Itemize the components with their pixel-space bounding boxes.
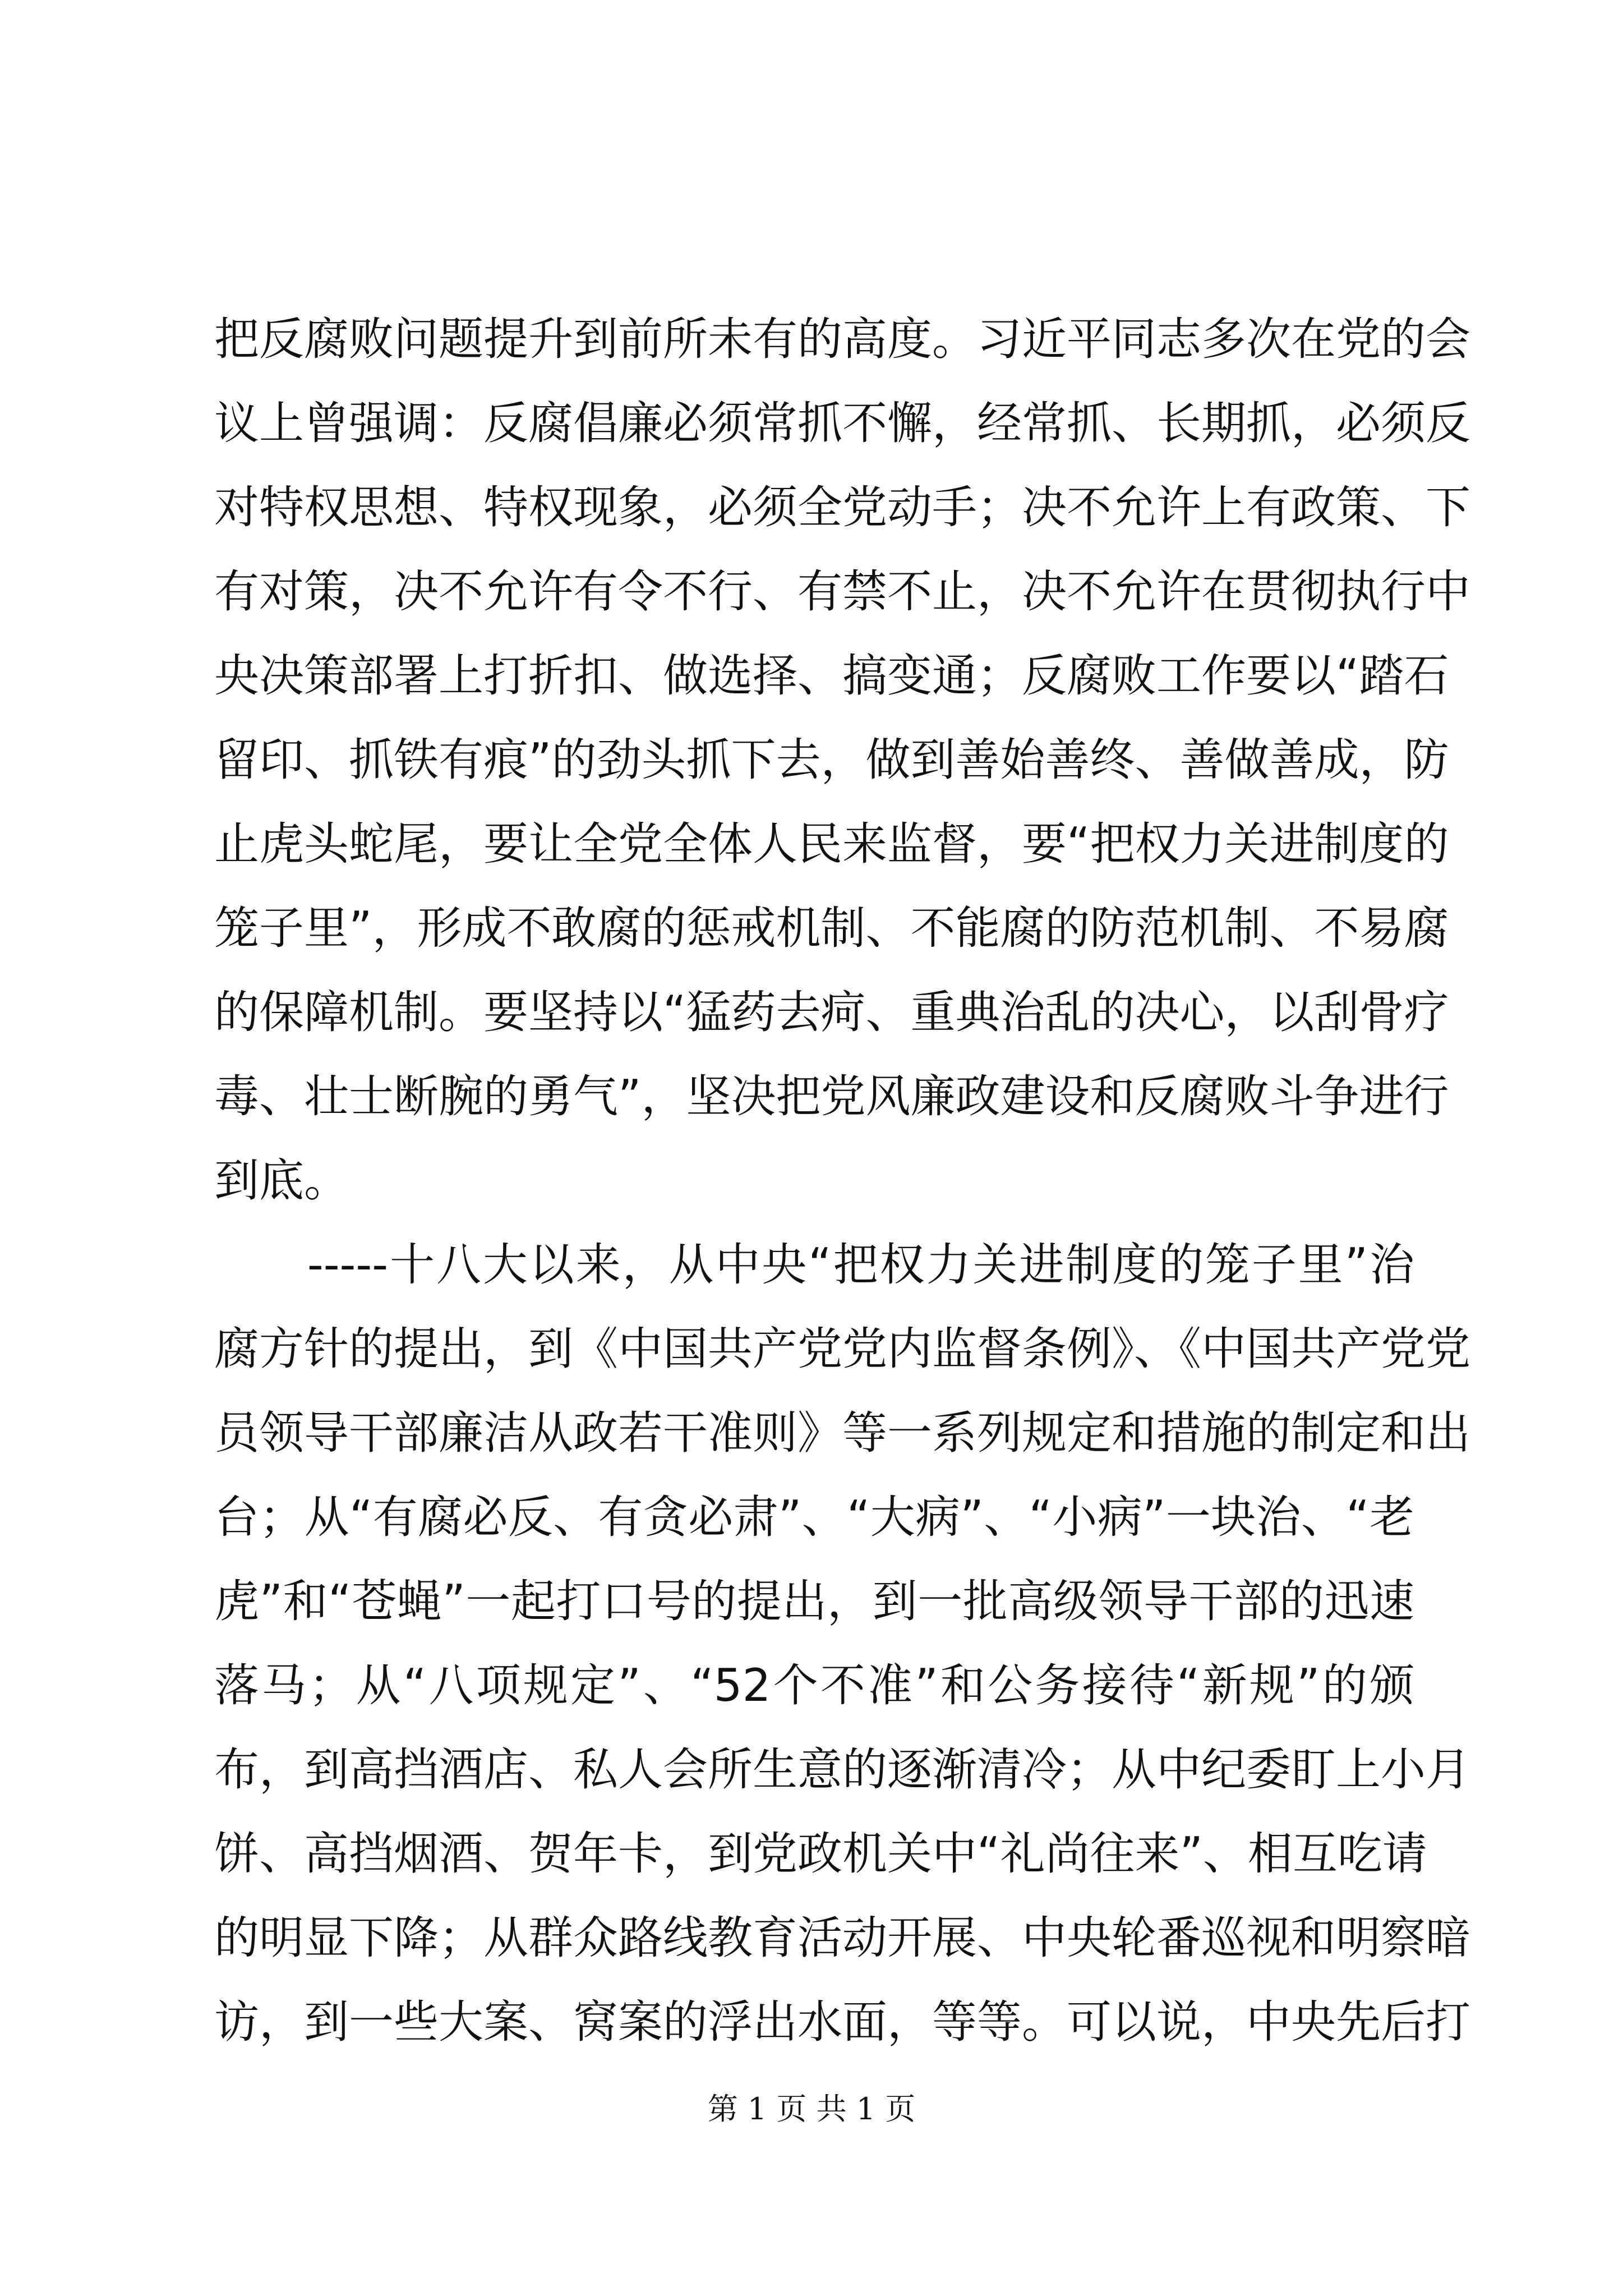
text-line: 议上曾强调：反腐倡廉必须常抓不懈，经常抓、长期抓，必须反 — [214, 397, 1470, 449]
text-line: 对特权思想、特权现象，必须全党动手；决不允许上有政策、下 — [214, 481, 1470, 533]
text-line: 员领导干部廉洁从政若干准则》等一系列规定和措施的制定和出 — [214, 1407, 1470, 1459]
text-line: 的明显下降；从群众路线教育活动开展、中央轮番巡视和明察暗 — [214, 1912, 1470, 1964]
text-line: 布，到高挡酒店、私人会所生意的逐渐清冷；从中纪委盯上小月 — [214, 1743, 1470, 1796]
text-line: 笼子里”，形成不敢腐的惩戒机制、不能腐的防范机制、不易腐 — [214, 902, 1449, 954]
text-line: 毒、壮士断腕的勇气”，坚决把党风廉政建设和反腐败斗争进行 — [214, 1070, 1449, 1122]
page-footer — [0, 2090, 1623, 2129]
text-line: 到底。 — [214, 1154, 349, 1207]
text-line: 落马；从“八项规定”、“52个不准”和公务接待“新规”的颁 — [214, 1659, 1414, 1711]
text-line: 台；从“有腐必反、有贪必肃”、“大病”、“小病”一块治、“老 — [214, 1491, 1414, 1543]
text-line: -----十八大以来，从中央“把权力关进制度的笼子里”治 — [214, 1239, 1414, 1291]
text-line: 有对策，决不允许有令不行、有禁不止，决不允许在贯彻执行中 — [214, 565, 1470, 618]
text-line: 止虎头蛇尾，要让全党全体人民来监督，要“把权力关进制度的 — [214, 818, 1449, 870]
text-line: 饼、高挡烟酒、贺年卡，到党政机关中“礼尚往来”、相互吃请 — [214, 1828, 1427, 1880]
text-line: 留印、抓铁有痕”的劲头抓下去，做到善始善终、善做善成，防 — [214, 734, 1449, 786]
body-text — [214, 297, 1470, 2064]
text-line: 访，到一些大案、窝案的浮出水面，等等。可以说，中央先后打 — [214, 1996, 1470, 2048]
text-line: 虎”和“苍蝇”一起打口号的提出，到一批高级领导干部的迅速 — [214, 1575, 1414, 1627]
text-line: 把反腐败问题提升到前所未有的高度。习近平同志多次在党的会 — [214, 313, 1470, 365]
text-line: 央决策部署上打折扣、做选择、搞变通；反腐败工作要以“踏石 — [214, 650, 1449, 702]
text-line: 的保障机制。要坚持以“猛药去疴、重典治乱的决心，以刮骨疗 — [214, 986, 1449, 1038]
text-line: 腐方针的提出，到《中国共产党党内监督条例》、《中国共产党党 — [214, 1323, 1470, 1375]
page-number-label: 第 1 页 共 1 页 — [707, 2091, 916, 2127]
